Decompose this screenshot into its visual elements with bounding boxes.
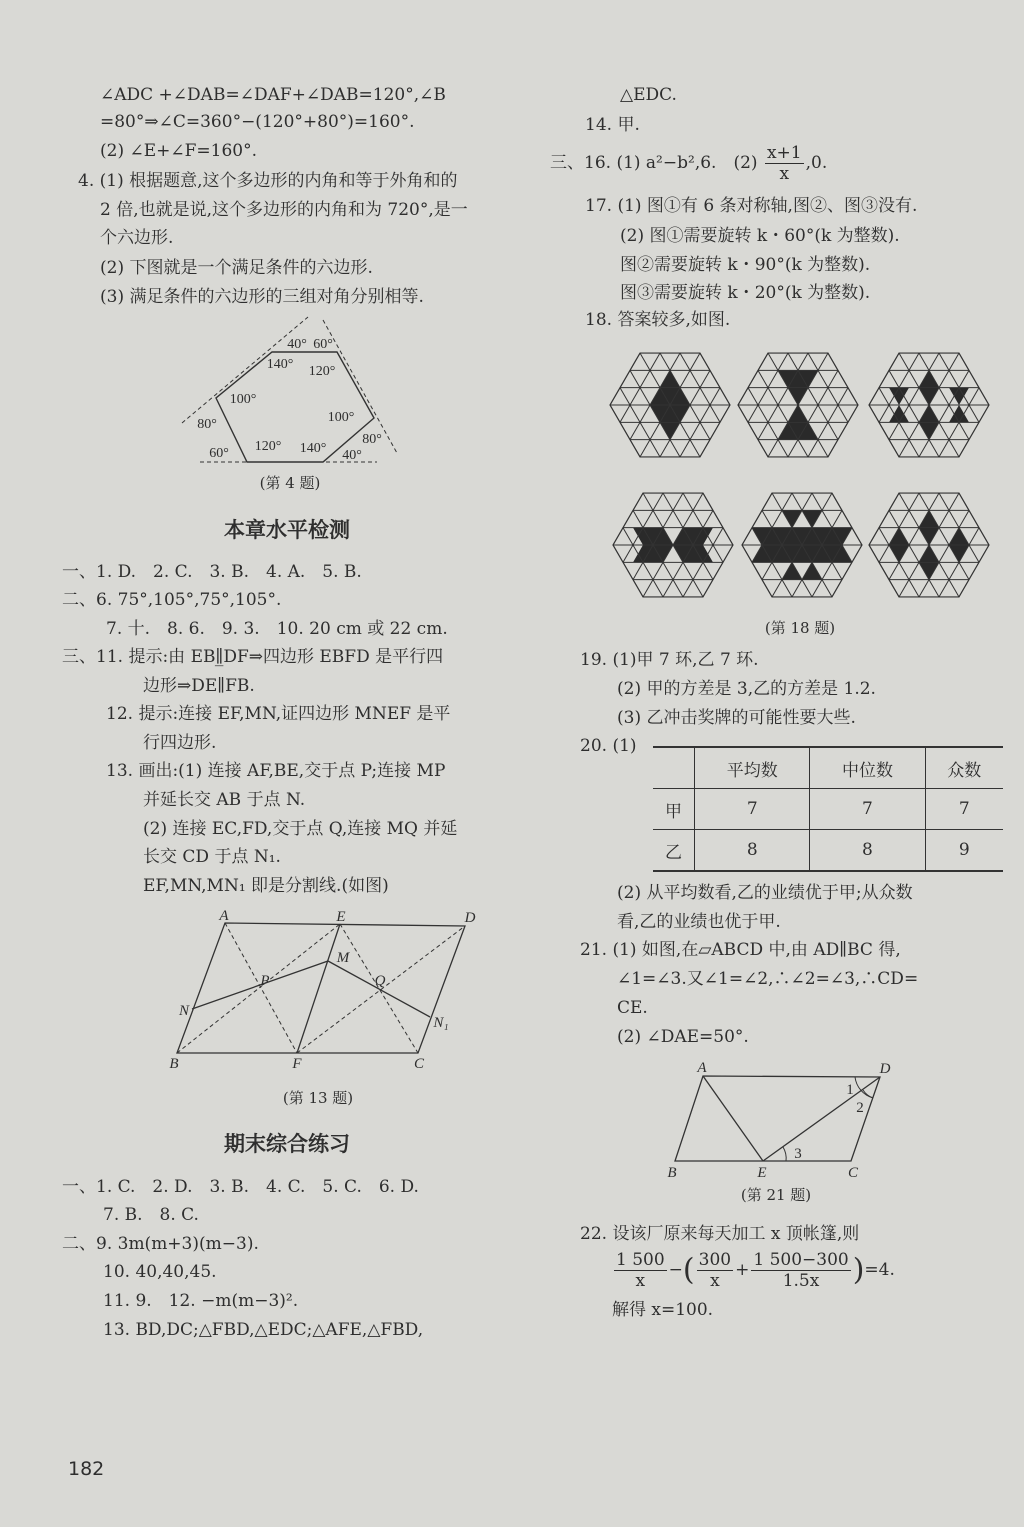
filled-region (782, 562, 802, 579)
answer-line: 11. 9. 12. −m(m−3)². (103, 1291, 299, 1311)
hex-grid-pattern (577, 483, 769, 608)
figure-13-parallelogram (177, 923, 465, 1053)
text-line: 22. 设该厂原来每天加工 x 顶帐篷,则 (580, 1224, 860, 1244)
table-cell: 甲 (665, 801, 683, 822)
answer-line: 二、9. 3m(m+3)(m−3). (62, 1234, 259, 1254)
angle-label: 100° (327, 410, 355, 425)
hex-grid-pattern (833, 343, 1024, 468)
answer-line: EF,MN,MN₁ 即是分割线.(如图) (143, 876, 389, 896)
angle-label: 60° (209, 446, 229, 461)
figure-18-hex-grids (574, 343, 1024, 608)
answer-line: 三、11. 提示:由 EB∥̲DF⇒四边形 EBFD 是平行四 (62, 647, 444, 667)
text-line: 4. (1) 根据题意,这个多边形的内角和等于外角和的 (78, 171, 458, 191)
text-line: 个六边形. (100, 228, 174, 248)
filled-region (949, 405, 969, 422)
table-cell: 9 (925, 830, 1003, 872)
text-line: 19. (1)甲 7 环,乙 7 环. (580, 650, 759, 670)
segment-ae (703, 1076, 763, 1161)
denominator: 1.5x (782, 1271, 820, 1291)
text-line: 18. 答案较多,如图. (585, 310, 731, 330)
answer-line: 边形⇒DE∥FB. (143, 676, 255, 696)
point-label: P (260, 973, 270, 989)
point-label: N₁ (433, 1015, 449, 1031)
denominator: x (779, 164, 790, 184)
answer-line: 一、1. C. 2. D. 3. B. 4. C. 5. C. 6. D. (62, 1177, 419, 1197)
parallelogram-abcd (177, 923, 465, 1053)
text-line: 14. 甲. (585, 115, 640, 135)
figure-caption: (第 13 题) (282, 1089, 354, 1107)
angle-label: 100° (229, 392, 257, 407)
text-line: (2) ∠E+∠F=160°. (100, 141, 258, 161)
answer-line: 10. 40,40,45. (103, 1262, 217, 1282)
point-label: C (413, 1056, 425, 1072)
section-title: 期末综合练习 (224, 1132, 350, 1156)
answer-line: 长交 CD 于点 N₁. (143, 847, 281, 867)
angle-label: 140° (299, 441, 327, 456)
point-label: F (292, 1056, 302, 1072)
table-cell: 7 (810, 789, 925, 830)
filled-region (889, 405, 909, 422)
point-label: D (879, 1061, 891, 1077)
filled-region (802, 510, 822, 527)
angle-label: 120° (254, 439, 282, 454)
figure-4-labels (197, 337, 382, 463)
numerator: x+1 (766, 143, 802, 163)
dashed-fd (297, 926, 465, 1053)
answer-line: 二、6. 75°,105°,75°,105°. (62, 590, 282, 610)
segment-ef (297, 924, 340, 1053)
text-line: 看,乙的业绩也优于甲. (617, 912, 781, 932)
paren: ) (852, 1252, 865, 1288)
figure-13-labels (169, 908, 475, 1072)
grid-lines (833, 343, 1024, 468)
figure-caption: (第 21 题) (740, 1186, 812, 1204)
figure-21-labels (667, 1060, 890, 1181)
point-label: A (219, 908, 229, 924)
point-label: E (757, 1165, 767, 1181)
angle-number: 1 (846, 1082, 854, 1098)
angle-arc (855, 1077, 873, 1098)
point-label: D (464, 910, 476, 926)
point-label: M (336, 950, 350, 966)
point-label: N (178, 1003, 190, 1019)
equation-result: =4. (864, 1260, 895, 1280)
page-number: 182 (68, 1458, 105, 1480)
filled-region (949, 388, 969, 405)
dashed-extension (323, 320, 397, 453)
text-line: 17. (1) 图①有 6 条对称轴,图②、图③没有. (585, 196, 918, 216)
numerator: 1 500 (616, 1250, 665, 1270)
numerator: 300 (698, 1250, 732, 1270)
text-line: ∠ADC +∠DAB=∠DAF+∠DAB=120°,∠B (100, 85, 446, 105)
filled-region (889, 388, 909, 405)
text-line: 图③需要旋转 k・20°(k 为整数). (620, 283, 871, 303)
angle-label: 40° (342, 448, 362, 463)
grid-lines (577, 483, 769, 608)
answer-line: 7. B. 8. C. (103, 1205, 199, 1225)
point-label: B (169, 1056, 179, 1072)
point-label: E (336, 909, 346, 925)
answer-line: (2) 连接 EC,FD,交于点 Q,连接 MQ 并延 (143, 819, 458, 839)
table-header: 众数 (925, 747, 1003, 789)
table-cell: 乙 (665, 842, 683, 863)
grid-lines (574, 343, 766, 468)
point-label: C (847, 1165, 859, 1181)
answer-line: 行四边形. (143, 733, 217, 753)
segment-nmn1 (192, 961, 430, 1017)
figure-caption: (第 18 题) (764, 619, 836, 637)
angle-label: 80° (362, 432, 382, 447)
angle-label: 40° (287, 337, 307, 352)
angle-number: 3 (794, 1146, 802, 1162)
text-line: 2 倍,也就是说,这个多边形的内角和为 720°,是一 (100, 200, 468, 220)
filled-region (782, 510, 802, 527)
text-line: ∠1=∠3.又∠1=∠2,∴∠2=∠3,∴CD= (617, 969, 919, 989)
section-title: 本章水平检测 (224, 518, 350, 542)
text-line: 图②需要旋转 k・90°(k 为整数). (620, 255, 871, 275)
text-line: (2) ∠DAE=50°. (617, 1027, 749, 1047)
paren: ( (682, 1252, 695, 1288)
table-cell: 8 (810, 830, 925, 872)
table-header: 平均数 (695, 747, 810, 789)
answer-line: 12. 提示:连接 EF,MN,证四边形 MNEF 是平 (106, 704, 451, 724)
figure-caption: (第 4 题) (259, 474, 321, 492)
operator: + (735, 1260, 750, 1280)
text-line: 21. (1) 如图,在▱ABCD 中,由 AD∥BC 得, (580, 940, 901, 960)
answer-16-suffix: ,0. (805, 153, 828, 173)
text-line: =80°⇒∠C=360°−(120°+80°)=160°. (100, 112, 415, 132)
angle-number: 2 (856, 1100, 864, 1116)
table-cell: 7 (695, 789, 810, 830)
grid-lines (702, 343, 894, 468)
denominator: x (710, 1271, 720, 1291)
point-label: Q (374, 973, 386, 989)
operator: − (668, 1260, 683, 1280)
hexagon-shape (216, 352, 374, 462)
text-line: 解得 x=100. (612, 1300, 714, 1320)
text-line: (2) 下图就是一个满足条件的六边形. (100, 258, 373, 278)
table-header: 中位数 (810, 747, 925, 789)
text-line: △EDC. (620, 85, 677, 105)
text-line: (2) 甲的方差是 3,乙的方差是 1.2. (617, 679, 876, 699)
answer-line: 7. 十. 8. 6. 9. 3. 10. 20 cm 或 22 cm. (106, 619, 448, 639)
answer-line: 13. 画出:(1) 连接 AF,BE,交于点 P;连接 MP (106, 761, 446, 781)
answer-line: 并延长交 AB 于点 N. (143, 790, 306, 810)
table-cell: 7 (925, 789, 1003, 830)
text-line: (2) 图①需要旋转 k・60°(k 为整数). (620, 226, 900, 246)
angle-label: 60° (313, 337, 333, 352)
angle-label: 80° (197, 417, 217, 432)
angle-arc (783, 1147, 786, 1161)
hex-grid-pattern (574, 343, 766, 468)
text-line: CE. (617, 998, 648, 1018)
point-label: B (667, 1165, 677, 1181)
filled-region (802, 562, 822, 579)
angle-label: 120° (308, 364, 336, 379)
text-line: 20. (1) (580, 736, 637, 756)
numerator: 1 500−300 (753, 1250, 849, 1270)
text-line: (3) 满足条件的六边形的三组对角分别相等. (100, 287, 424, 307)
point-label: A (697, 1060, 707, 1076)
table-cell: 8 (695, 830, 810, 872)
text-line: (2) 从平均数看,乙的业绩优于甲;从众数 (617, 883, 913, 903)
segment-de (763, 1077, 880, 1161)
denominator: x (635, 1271, 646, 1291)
answer-16-prefix: 三、16. (1) a²−b²,6. (2) (550, 153, 758, 173)
answer-line: 一、1. D. 2. C. 3. B. 4. A. 5. B. (62, 562, 362, 582)
angle-label: 140° (266, 357, 294, 372)
text-line: (3) 乙冲击奖牌的可能性要大些. (617, 708, 856, 728)
answer-line: 13. BD,DC;△FBD,△EDC;△AFE,△FBD, (103, 1320, 424, 1340)
hex-grid-pattern (702, 343, 894, 468)
